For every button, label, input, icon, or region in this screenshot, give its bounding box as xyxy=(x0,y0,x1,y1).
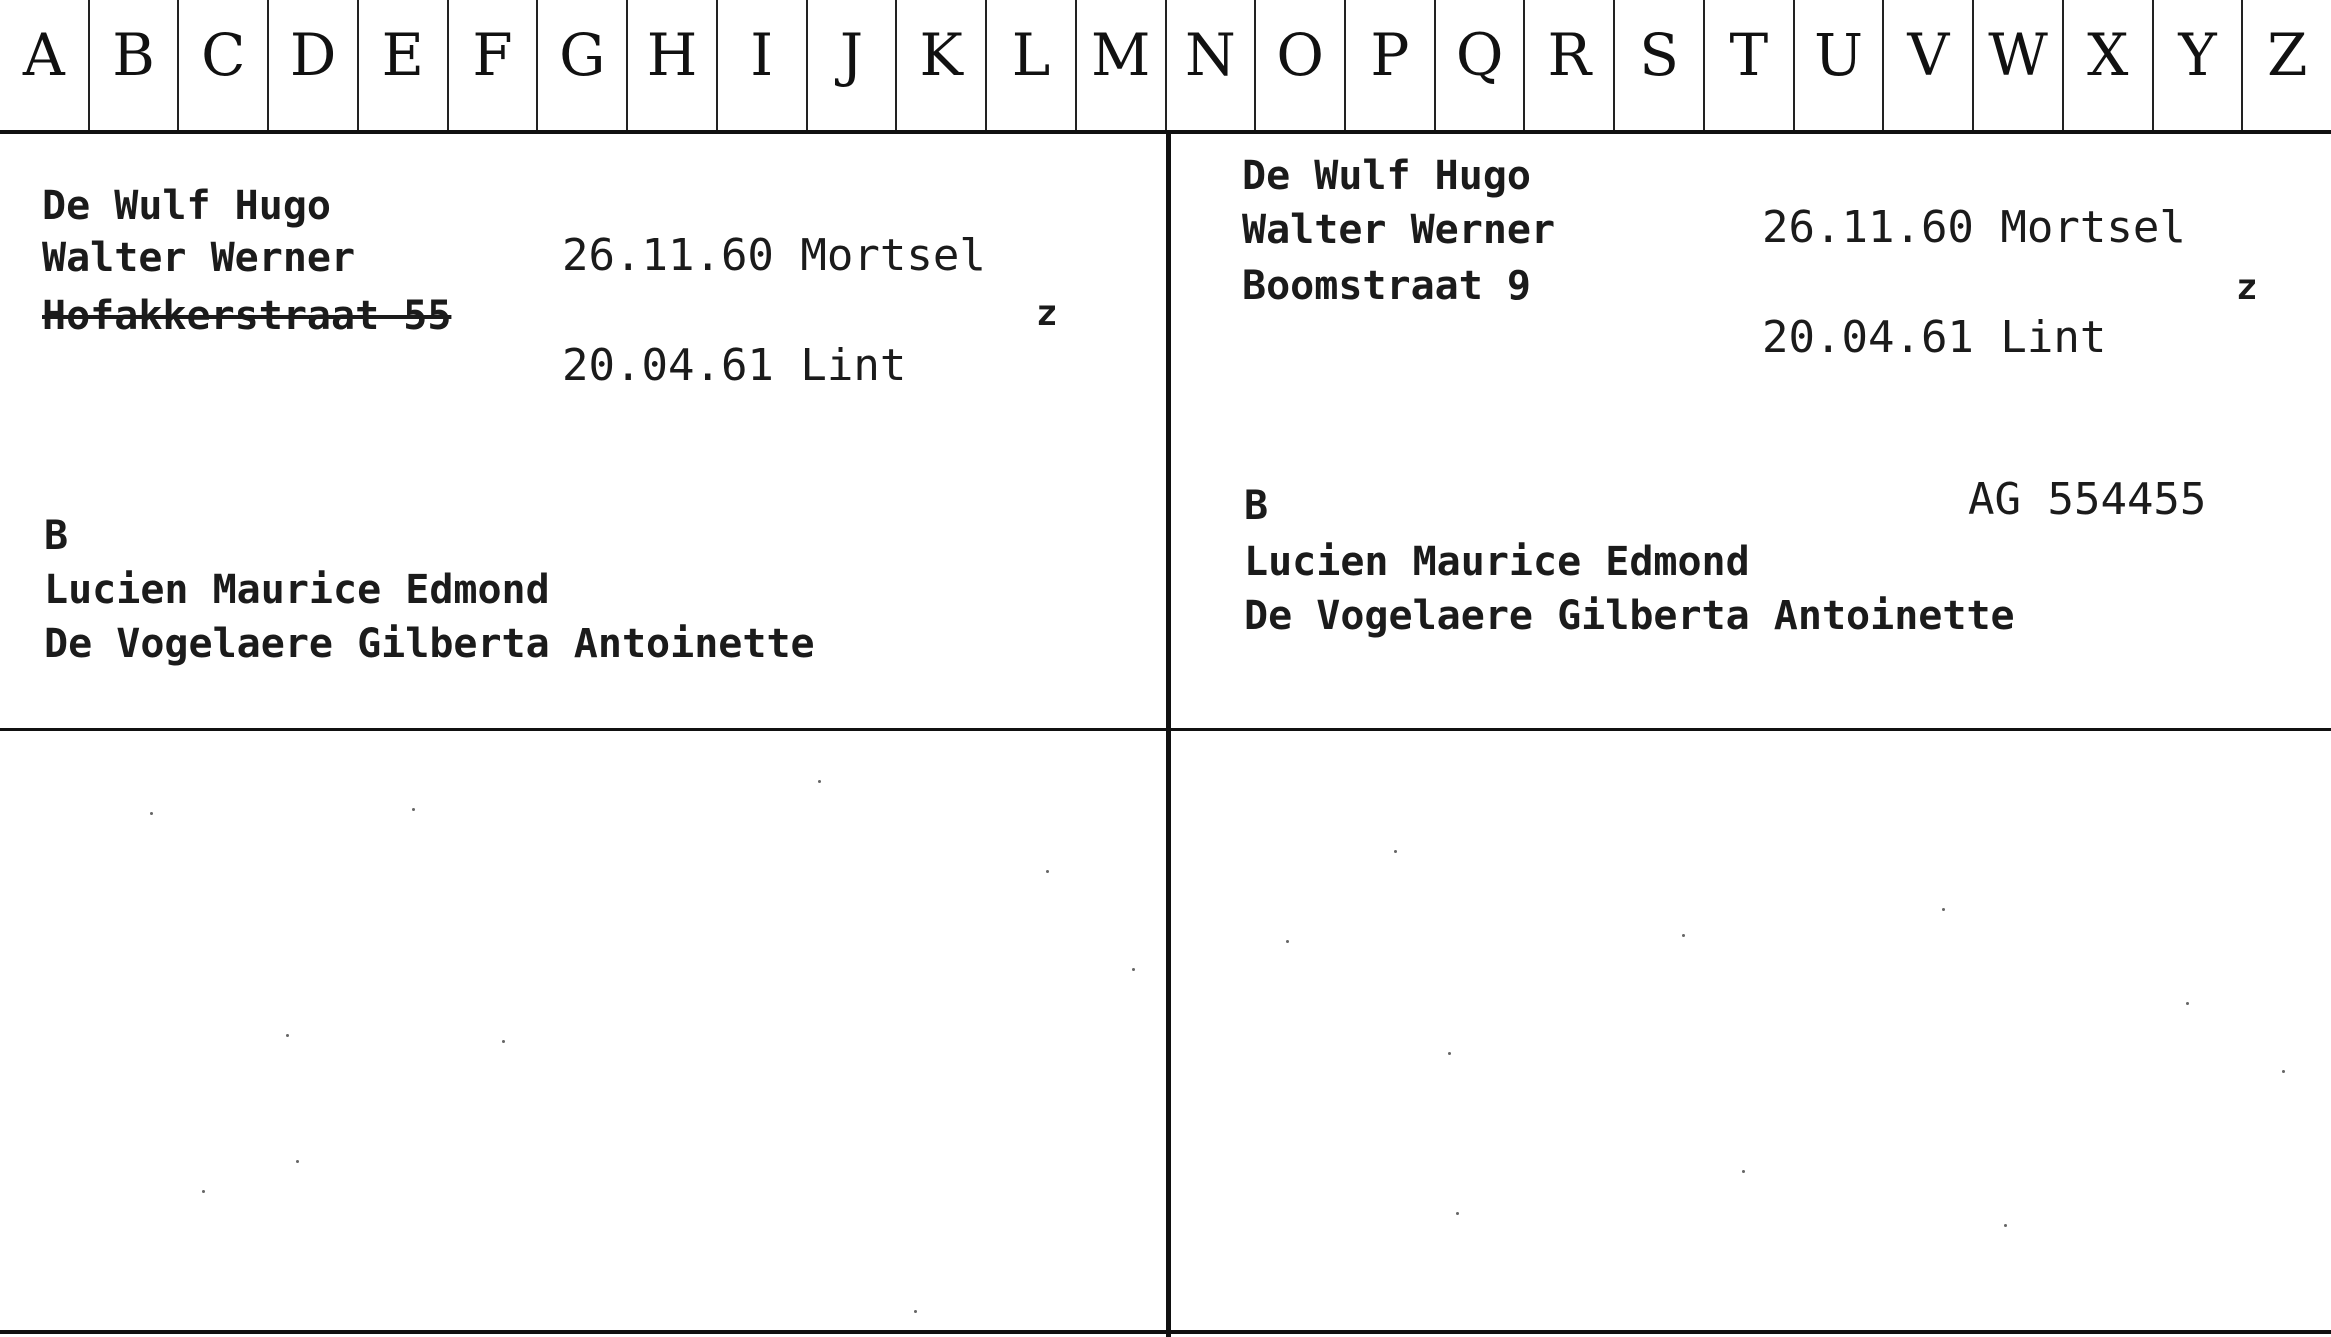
index-letter-i: I xyxy=(716,0,806,130)
vertical-card-divider xyxy=(1166,132,1171,1337)
index-letter-c: C xyxy=(177,0,267,130)
index-letter-g: G xyxy=(536,0,626,130)
alphabet-index-strip xyxy=(0,0,2331,134)
left-birth-date-place: 26.11.60 Mortsel xyxy=(562,230,986,281)
left-date-place: 20.04.61 Lint xyxy=(562,340,907,391)
left-father-names: Lucien Maurice Edmond xyxy=(44,567,550,613)
right-surname: De Wulf Hugo xyxy=(1242,153,1531,199)
right-address: Boomstraat 9 xyxy=(1242,263,1531,309)
index-letter-r: R xyxy=(1523,0,1613,130)
left-mark: z xyxy=(1036,293,1058,334)
index-letter-d: D xyxy=(267,0,357,130)
right-code: B xyxy=(1244,483,1269,529)
right-mark: z xyxy=(2236,267,2258,308)
index-letter-v: V xyxy=(1882,0,1972,130)
index-letter-x: X xyxy=(2062,0,2152,130)
right-id-number: AG 554455 xyxy=(1968,474,2207,525)
index-letter-b: B xyxy=(88,0,178,130)
left-given-names: Walter Werner xyxy=(42,235,356,281)
index-letter-q: Q xyxy=(1434,0,1524,130)
left-mother-names: De Vogelaere Gilberta Antoinette xyxy=(44,621,815,667)
right-date-place: 20.04.61 Lint xyxy=(1762,312,2107,363)
horizontal-card-divider xyxy=(0,728,2331,731)
index-letter-o: O xyxy=(1254,0,1344,130)
right-given-names: Walter Werner xyxy=(1242,207,1556,253)
left-code: B xyxy=(44,513,69,559)
index-letter-t: T xyxy=(1703,0,1793,130)
left-surname: De Wulf Hugo xyxy=(42,183,331,229)
index-letter-h: H xyxy=(626,0,716,130)
index-letter-p: P xyxy=(1344,0,1434,130)
left-old-address-struck: Hofakkerstraat 55 xyxy=(42,293,452,339)
index-letter-j: J xyxy=(806,0,896,130)
index-letter-y: Y xyxy=(2152,0,2242,130)
right-father-names: Lucien Maurice Edmond xyxy=(1244,539,1750,585)
index-letter-m: M xyxy=(1075,0,1165,130)
index-letter-k: K xyxy=(895,0,985,130)
index-letter-s: S xyxy=(1613,0,1703,130)
bottom-card-edge xyxy=(0,1330,2331,1334)
index-letter-u: U xyxy=(1793,0,1883,130)
right-birth-date-place: 26.11.60 Mortsel xyxy=(1762,202,2186,253)
index-letter-e: E xyxy=(357,0,447,130)
index-letter-f: F xyxy=(447,0,537,130)
index-letter-l: L xyxy=(985,0,1075,130)
index-letter-a: A xyxy=(22,21,65,89)
index-letter-n: N xyxy=(1165,0,1255,130)
index-letter-z: Z xyxy=(2241,0,2331,130)
right-mother-names: De Vogelaere Gilberta Antoinette xyxy=(1244,593,2015,639)
index-letter-w: W xyxy=(1972,0,2062,130)
